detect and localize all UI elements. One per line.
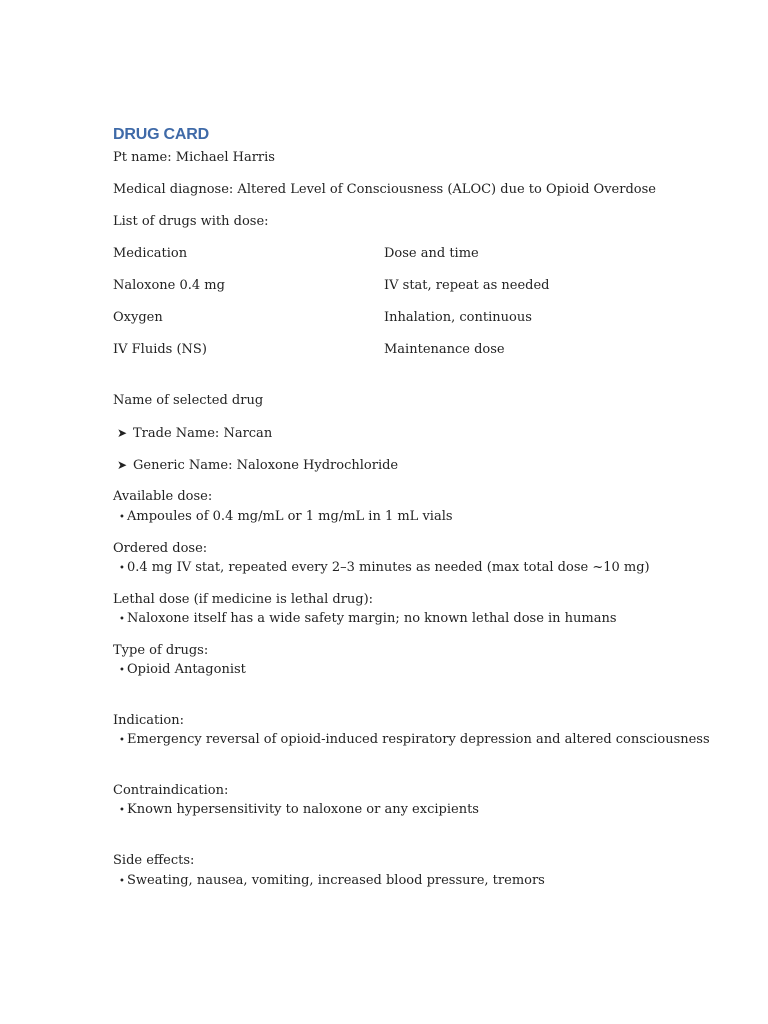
bullet-icon: • [119, 876, 125, 887]
available-dose-text: Ampoules of 0.4 mg/mL or 1 mg/mL in 1 mL vials [127, 509, 453, 524]
table-cell-medication: IV Fluids (NS) [113, 342, 207, 357]
table-cell-medication: Naloxone 0.4 mg [113, 278, 225, 293]
ordered-dose-heading: Ordered dose: [113, 541, 208, 556]
patient-name-line: Pt name: Michael Harris [113, 150, 275, 165]
drug-type-item [117, 661, 246, 680]
contraindication-heading: Contraindication: [113, 783, 229, 798]
lethal-dose-item [117, 610, 617, 629]
table-cell-medication: Oxygen [113, 310, 163, 325]
trade-name-text: Trade Name: Narcan [133, 426, 273, 441]
indication-item [117, 731, 710, 750]
diagnosis-line: Medical diagnose: Altered Level of Consciousness (ALOC) due to Opioid Overdose [113, 182, 656, 197]
bullet-icon: • [119, 735, 125, 746]
contraindication-item [117, 801, 479, 820]
table-cell-dose: IV stat, repeat as needed [384, 278, 550, 293]
table-header-dose: Dose and time [384, 246, 479, 261]
drug-type-text: Opioid Antagonist [127, 662, 246, 677]
arrow-bullet-icon: ➤ [117, 426, 128, 440]
table-header-medication: Medication [113, 246, 188, 261]
side-effects-heading: Side effects: [113, 853, 195, 868]
side-effects-item [117, 872, 545, 891]
table-cell-dose: Maintenance dose [384, 342, 505, 357]
page-title: DRUG CARD [113, 126, 209, 143]
drug-type-heading: Type of drugs: [113, 643, 209, 658]
arrow-bullet-icon: ➤ [117, 458, 128, 472]
generic-name-line [117, 456, 398, 475]
available-dose-heading: Available dose: [113, 489, 213, 504]
bullet-icon: • [119, 512, 125, 523]
bullet-icon: • [119, 563, 125, 574]
indication-text: Emergency reversal of opioid-induced respiratory depression and altered consciousness [127, 732, 710, 747]
selected-drug-heading: Name of selected drug [113, 393, 264, 408]
contraindication-text: Known hypersensitivity to naloxone or any excipients [127, 802, 479, 817]
side-effects-text: Sweating, nausea, vomiting, increased blood pressure, tremors [127, 873, 545, 888]
bullet-icon: • [119, 805, 125, 816]
bullet-icon: • [119, 614, 125, 625]
trade-name-line [117, 424, 272, 443]
drug-list-heading: List of drugs with dose: [113, 214, 269, 229]
ordered-dose-item [117, 559, 650, 578]
lethal-dose-text: Naloxone itself has a wide safety margin; no known lethal dose in humans [127, 611, 617, 626]
generic-name-text: Generic Name: Naloxone Hydrochloride [133, 458, 399, 473]
available-dose-item [117, 508, 453, 527]
table-cell-dose: Inhalation, continuous [384, 310, 532, 325]
ordered-dose-text: 0.4 mg IV stat, repeated every 2–3 minutes as needed (max total dose ~10 mg) [127, 560, 650, 575]
indication-heading: Indication: [113, 713, 184, 728]
lethal-dose-heading: Lethal dose (if medicine is lethal drug): [113, 592, 374, 607]
bullet-icon: • [119, 665, 125, 676]
